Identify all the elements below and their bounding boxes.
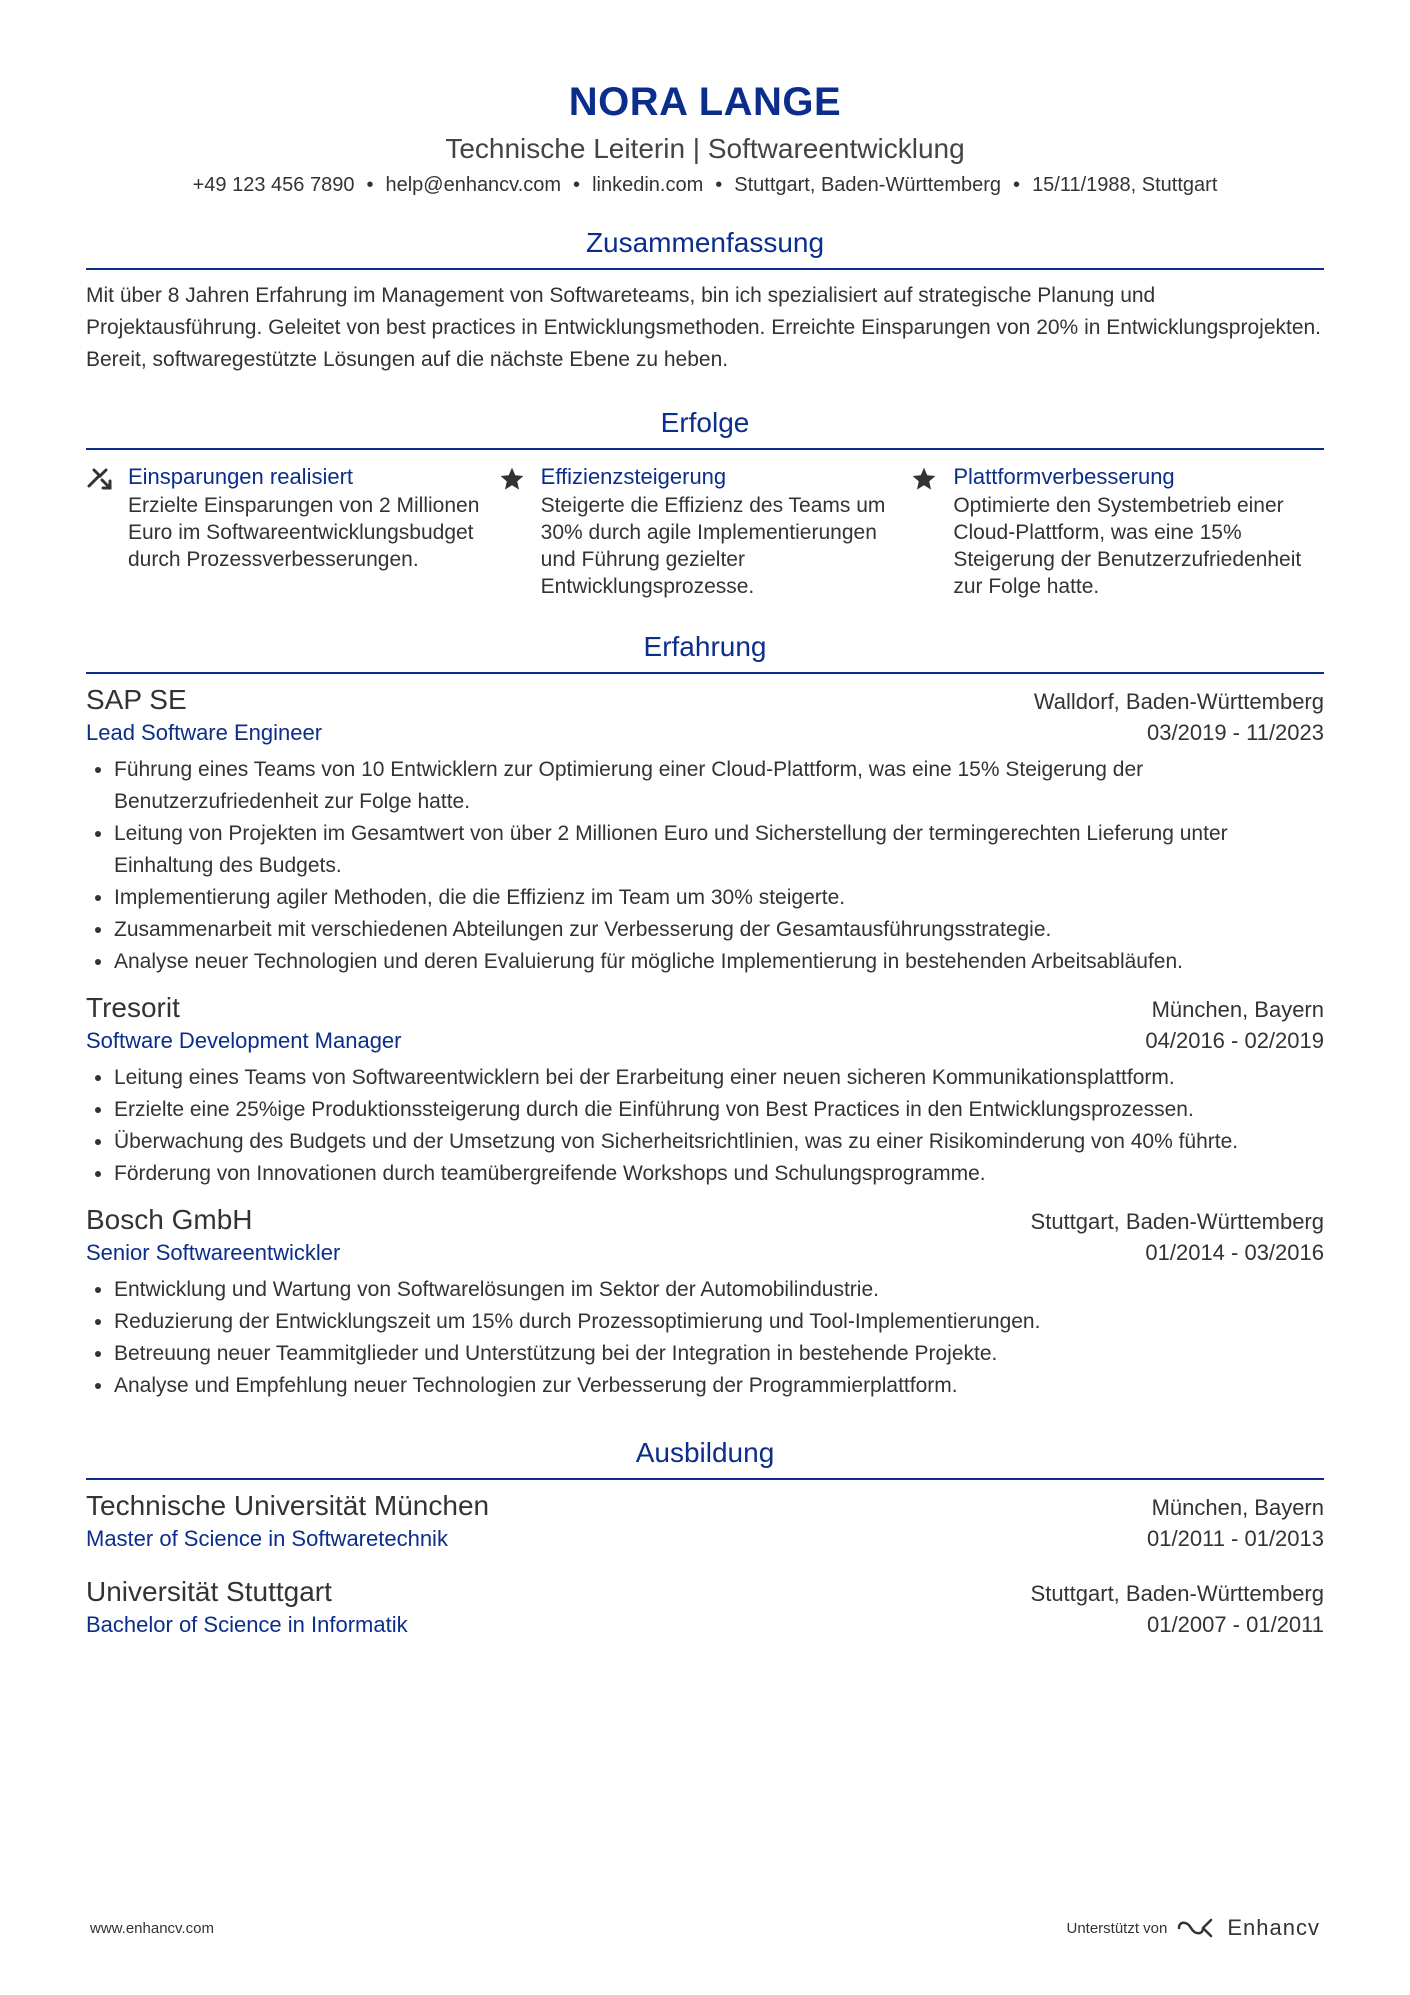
achievement-desc: Erzielte Einsparungen von 2 Millionen Euro im Softwareentwicklungsbudget durch Prozessverbesserungen. — [128, 494, 480, 571]
star-icon — [911, 462, 941, 600]
candidate-name: NORA LANGE — [568, 80, 842, 124]
job-bullet: • Leitung eines Teams von Softwareentwicklern bei der Erarbeitung einer neuen sicheren Kommunikationsplattform. — [114, 1062, 1324, 1094]
bullet-separator: • — [366, 174, 374, 196]
powered-by-label: Unterstützt von — [1066, 1919, 1168, 1937]
job-role: Lead Software Engineer — [86, 720, 323, 745]
candidate-title: Technische Leiterin | Softwareentwicklung — [445, 133, 965, 164]
powered-by — [1066, 1915, 1320, 1941]
job-bullet: • Überwachung des Budgets und der Umsetzung von Sicherheitsrichtlinien, was zu einer Risikominderung von 40% führte. — [114, 1126, 1324, 1158]
edu-school: Technische Universität München — [86, 1490, 490, 1521]
contact-birth: 15/11/1988, Stuttgart — [1032, 174, 1218, 196]
job-bullet: • Analyse und Empfehlung neuer Technologien zur Verbesserung der Programmierplattform. — [114, 1370, 1324, 1402]
footer-website[interactable]: www.enhancv.com — [90, 1919, 214, 1937]
job-entry — [86, 682, 1324, 978]
edu-degree: Master of Science in Softwaretechnik — [86, 1526, 448, 1551]
edu-location: München, Bayern — [1151, 1495, 1324, 1520]
bullet-separator: • — [715, 174, 723, 196]
job-entry — [86, 1202, 1324, 1402]
job-bullet: • Förderung von Innovationen durch teamübergreifende Workshops und Schulungsprogramme. — [114, 1158, 1324, 1190]
section-title-achievements: Erfolge — [86, 406, 1324, 450]
job-role: Senior Softwareentwickler — [86, 1240, 341, 1265]
summary-text: Mit über 8 Jahren Erfahrung im Management von Softwareteams, bin ich spezialisiert auf strategische Planung und Projektausführung. Geleitet von best practices in Entwicklungsmethoden. Erreichte Einsparungen von 20% in Entwicklungsprojekten. Bereit, softwaregestützte Lösungen auf die nächste Ebene zu heben. — [86, 284, 1322, 371]
achievement-item — [86, 462, 499, 600]
job-bullet: • Implementierung agiler Methoden, die die Effizienz im Team um 30% steigerte. — [114, 882, 1324, 914]
job-role: Software Development Manager — [86, 1028, 402, 1053]
savings-icon — [86, 462, 116, 600]
contact-line — [86, 172, 1324, 198]
job-location: Stuttgart, Baden-Württemberg — [1030, 1209, 1324, 1234]
contact-phone: +49 123 456 7890 — [192, 174, 355, 196]
section-title-experience: Erfahrung — [86, 630, 1324, 674]
job-location: München, Bayern — [1151, 997, 1324, 1022]
star-icon — [499, 462, 529, 600]
page-footer — [90, 1915, 1320, 1941]
achievement-title: Plattformverbesserung — [953, 464, 1175, 489]
job-bullet: • Reduzierung der Entwicklungszeit um 15% durch Prozessoptimierung und Tool-Implementierungen. — [114, 1306, 1324, 1338]
job-company: SAP SE — [86, 684, 187, 715]
experience-section — [86, 630, 1324, 1402]
job-bullet: • Analyse neuer Technologien und deren Evaluierung für mögliche Implementierung in bestehenden Arbeitsabläufen. — [114, 946, 1324, 978]
job-bullet: • Zusammenarbeit mit verschiedenen Abteilungen zur Verbesserung der Gesamtausführungsstrategie. — [114, 914, 1324, 946]
job-bullet: • Entwicklung und Wartung von Softwarelösungen im Sektor der Automobilindustrie. — [114, 1274, 1324, 1306]
job-bullet: • Leitung von Projekten im Gesamtwert von über 2 Millionen Euro und Sicherstellung der termingerechten Lieferung unter Einhaltung des Budgets. — [114, 818, 1324, 882]
education-entry — [86, 1488, 1324, 1554]
job-bullet: • Erzielte eine 25%ige Produktionssteigerung durch die Einführung von Best Practices in den Entwicklungsprozessen. — [114, 1094, 1324, 1126]
job-location: Walldorf, Baden-Württemberg — [1033, 689, 1324, 714]
achievement-item — [499, 462, 912, 600]
job-dates: 03/2019 - 11/2023 — [1147, 720, 1324, 745]
resume-header — [86, 80, 1324, 198]
achievement-desc: Steigerte die Effizienz des Teams um 30% durch agile Implementierungen und Führung gezielter Entwicklungsprozesse. — [540, 494, 886, 598]
job-company: Tresorit — [86, 992, 180, 1023]
summary-section — [86, 226, 1324, 376]
edu-degree: Bachelor of Science in Informatik — [86, 1612, 408, 1637]
achievement-title: Effizienzsteigerung — [540, 464, 727, 489]
edu-dates: 01/2007 - 01/2011 — [1147, 1612, 1324, 1637]
contact-location: Stuttgart, Baden-Württemberg — [734, 174, 1002, 196]
achievement-item — [911, 462, 1324, 600]
bullet-separator: • — [1013, 174, 1021, 196]
enhancv-logo-icon — [1177, 1917, 1217, 1939]
job-dates: 04/2016 - 02/2019 — [1145, 1028, 1324, 1053]
section-title-summary: Zusammenfassung — [86, 226, 1324, 270]
achievements-section — [86, 406, 1324, 600]
edu-dates: 01/2011 - 01/2013 — [1147, 1526, 1324, 1551]
achievement-title: Einsparungen realisiert — [128, 464, 354, 489]
achievement-desc: Optimierte den Systembetrieb einer Cloud-Plattform, was eine 15% Steigerung der Benutzerzufriedenheit zur Folge hatte. — [953, 494, 1302, 598]
contact-linkedin[interactable]: linkedin.com — [592, 174, 704, 196]
job-bullet: • Betreuung neuer Teammitglieder und Unterstützung bei der Integration in bestehende Projekte. — [114, 1338, 1324, 1370]
education-entry — [86, 1574, 1324, 1640]
job-dates: 01/2014 - 03/2016 — [1145, 1240, 1324, 1265]
education-section — [86, 1436, 1324, 1640]
job-entry — [86, 990, 1324, 1190]
brand-name: Enhancv — [1227, 1915, 1320, 1940]
section-title-education: Ausbildung — [86, 1436, 1324, 1480]
bullet-separator: • — [573, 174, 581, 196]
job-company: Bosch GmbH — [86, 1204, 253, 1235]
job-bullet: • Führung eines Teams von 10 Entwicklern zur Optimierung einer Cloud-Plattform, was eine 15% Steigerung der Benutzerzufriedenheit zur Folge hatte. — [114, 754, 1324, 818]
edu-location: Stuttgart, Baden-Württemberg — [1030, 1581, 1324, 1606]
edu-school: Universität Stuttgart — [86, 1576, 332, 1607]
contact-email[interactable]: help@enhancv.com — [385, 174, 562, 196]
